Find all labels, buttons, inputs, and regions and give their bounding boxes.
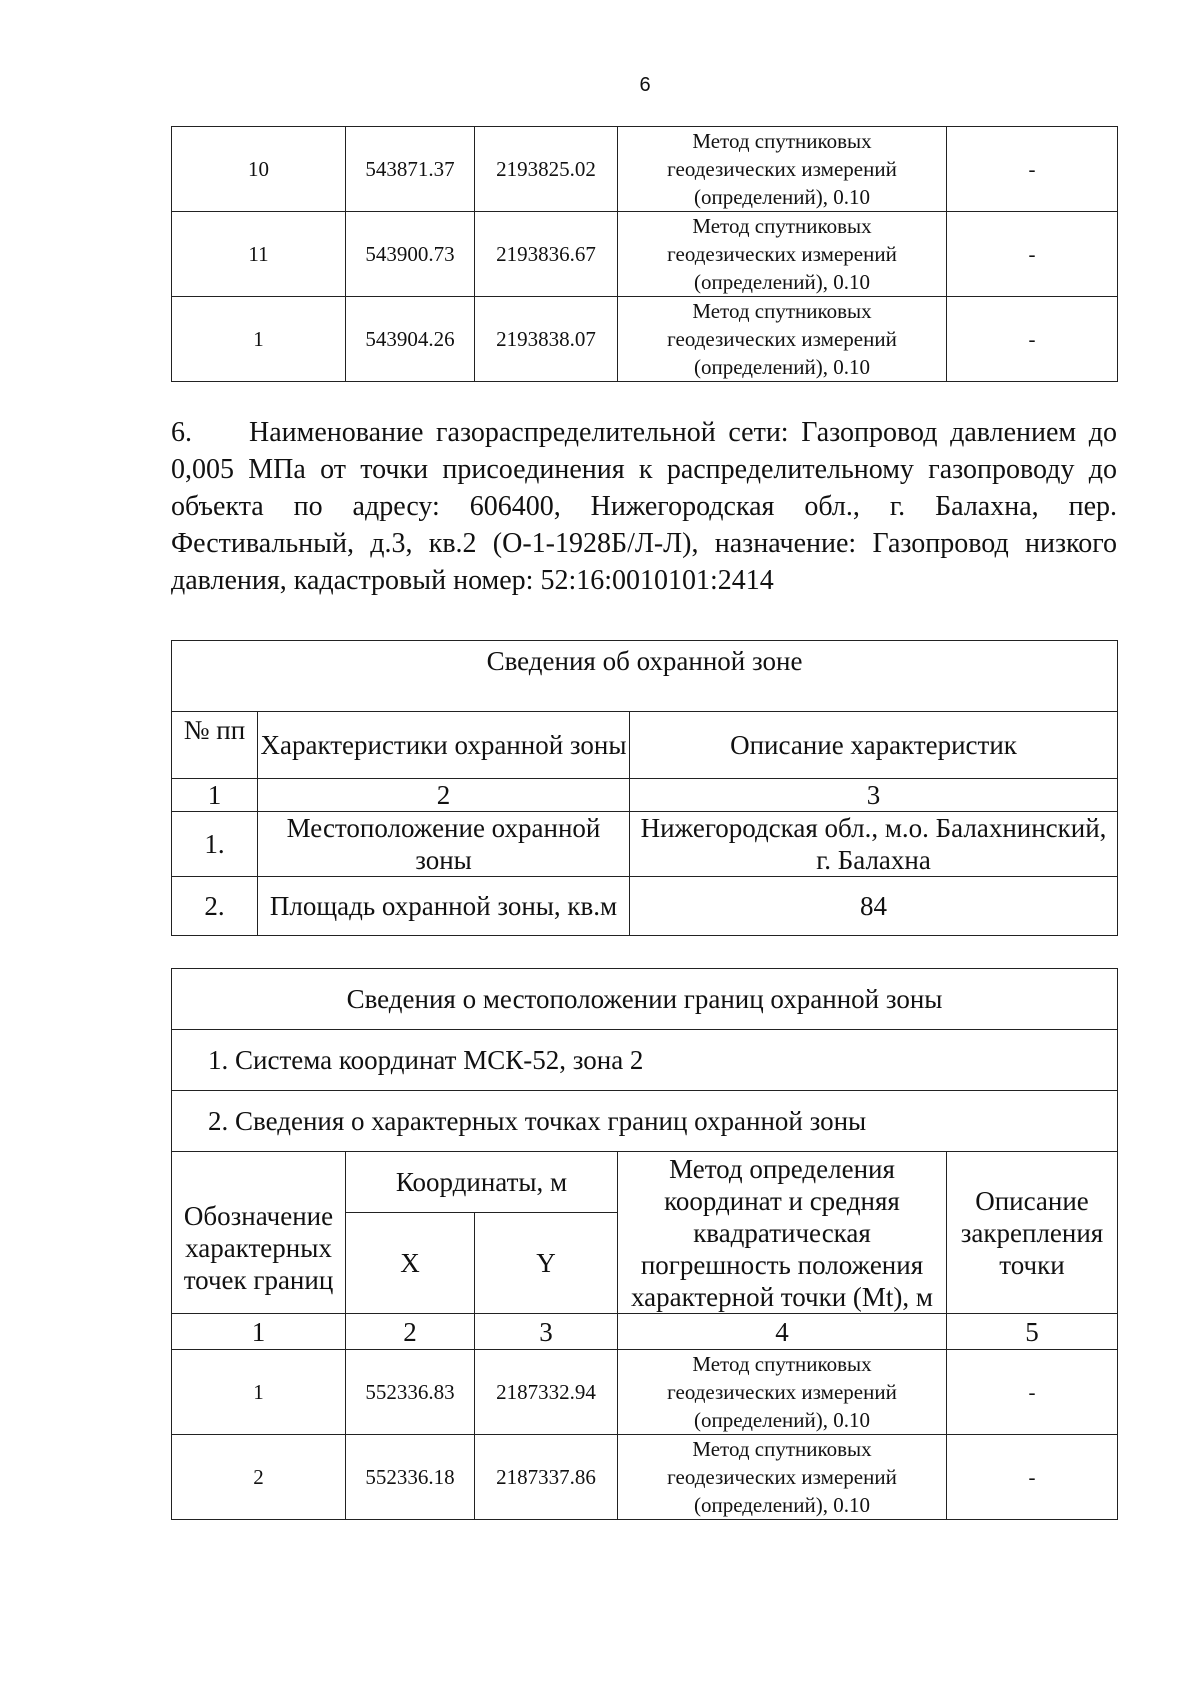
header-coordinates: Координаты, м (346, 1152, 618, 1213)
method-line: (определений), 0.10 (693, 1408, 871, 1432)
index-cell: 3 (475, 1314, 618, 1350)
header-description: Описание характеристик (630, 712, 1118, 779)
method-cell (618, 1350, 947, 1435)
method-line: (определений), 0.10 (693, 1493, 871, 1517)
index-row (172, 1314, 1118, 1350)
method-line: геодезических измерений (667, 1380, 897, 1404)
method-line: геодезических измерений (667, 157, 897, 181)
table-header-row (172, 712, 1118, 779)
section-paragraph (171, 414, 1117, 599)
index-cell: 1 (172, 1314, 346, 1350)
index-cell: 4 (618, 1314, 947, 1350)
table-row (172, 812, 1118, 877)
coord-system: 1. Система координат МСК-52, зона 2 (172, 1030, 1118, 1091)
boundary-points-table (171, 968, 1118, 1520)
desc-cell: - (947, 297, 1118, 382)
y-cell: 2187337.86 (475, 1435, 618, 1520)
table-title: Сведения об охранной зоне (172, 641, 1118, 712)
row-characteristic: Местоположение охранной зоны (258, 812, 630, 877)
point-cell: 10 (172, 127, 346, 212)
coordinates-table-continued (171, 126, 1118, 382)
method-line: (определений), 0.10 (693, 270, 871, 294)
point-cell: 11 (172, 212, 346, 297)
table-row (172, 1350, 1118, 1435)
table-row (172, 1435, 1118, 1520)
method-cell (618, 1435, 947, 1520)
index-cell: 1 (172, 779, 258, 812)
method-line: Метод спутниковых (692, 129, 872, 153)
desc-cell: - (947, 212, 1118, 297)
method-line: Метод спутниковых (692, 1352, 872, 1376)
header-characteristic: Характеристики охранной зоны (258, 712, 630, 779)
table-header-row (172, 1152, 1118, 1213)
x-cell: 543871.37 (346, 127, 475, 212)
index-row (172, 779, 1118, 812)
coord-system-row (172, 1030, 1118, 1091)
method-cell (618, 212, 947, 297)
table-row (172, 127, 1118, 212)
section-text: Наименование газораспределительной сети: Газопровод давлением до 0,005 МПа от точки присоединения к распределительному газопроводу до объекта по адресу: 606400, Нижегородская обл., г. Балахна, пер. Фестивальный, д.3, кв.2 (О-1-1928Б/Л-Л), назначение: Газопровод низкого давления, кадастровый номер: 52:16:0010101:2414 (171, 417, 1117, 596)
header-y: Y (475, 1213, 618, 1314)
table-title-row (172, 969, 1118, 1030)
header-description: Описание закрепления точки (947, 1152, 1118, 1314)
method-line: геодезических измерений (667, 1465, 897, 1489)
index-cell: 2 (258, 779, 630, 812)
desc-cell: - (947, 1350, 1118, 1435)
method-line: (определений), 0.10 (693, 355, 871, 379)
header-point: Обозначение характерных точек границ (172, 1152, 346, 1314)
table-title-row (172, 641, 1118, 712)
method-line: Метод спутниковых (692, 1437, 872, 1461)
table-title: Сведения о местоположении границ охранной зоны (172, 969, 1118, 1030)
method-line: Метод спутниковых (692, 299, 872, 323)
row-description: 84 (630, 877, 1118, 936)
section-number: 6. (171, 417, 192, 448)
header-x: X (346, 1213, 475, 1314)
table-row (172, 877, 1118, 936)
point-cell: 2 (172, 1435, 346, 1520)
points-title-row (172, 1091, 1118, 1152)
y-cell: 2193825.02 (475, 127, 618, 212)
row-number: 1. (172, 812, 258, 877)
row-number: 2. (172, 877, 258, 936)
protection-zone-table (171, 640, 1118, 936)
desc-cell: - (947, 1435, 1118, 1520)
method-line: геодезических измерений (667, 242, 897, 266)
index-cell: 2 (346, 1314, 475, 1350)
row-description: Нижегородская обл., м.о. Балахнинский, г. Балахна (630, 812, 1118, 877)
y-cell: 2193836.67 (475, 212, 618, 297)
header-number: № пп (172, 712, 258, 779)
method-line: геодезических измерений (667, 327, 897, 351)
x-cell: 552336.83 (346, 1350, 475, 1435)
header-method: Метод определения координат и средняя квадратическая погрешность положения характерной точки (Mt), м (618, 1152, 947, 1314)
desc-cell: - (947, 127, 1118, 212)
point-cell: 1 (172, 297, 346, 382)
x-cell: 552336.18 (346, 1435, 475, 1520)
index-cell: 5 (947, 1314, 1118, 1350)
x-cell: 543904.26 (346, 297, 475, 382)
y-cell: 2187332.94 (475, 1350, 618, 1435)
row-characteristic: Площадь охранной зоны, кв.м (258, 877, 630, 936)
index-cell: 3 (630, 779, 1118, 812)
table-row (172, 297, 1118, 382)
page-number: 6 (639, 74, 651, 96)
method-cell (618, 127, 947, 212)
method-cell (618, 297, 947, 382)
method-line: (определений), 0.10 (693, 185, 871, 209)
x-cell: 543900.73 (346, 212, 475, 297)
y-cell: 2193838.07 (475, 297, 618, 382)
method-line: Метод спутниковых (692, 214, 872, 238)
point-cell: 1 (172, 1350, 346, 1435)
table-row (172, 212, 1118, 297)
points-title: 2. Сведения о характерных точках границ охранной зоны (172, 1091, 1118, 1152)
